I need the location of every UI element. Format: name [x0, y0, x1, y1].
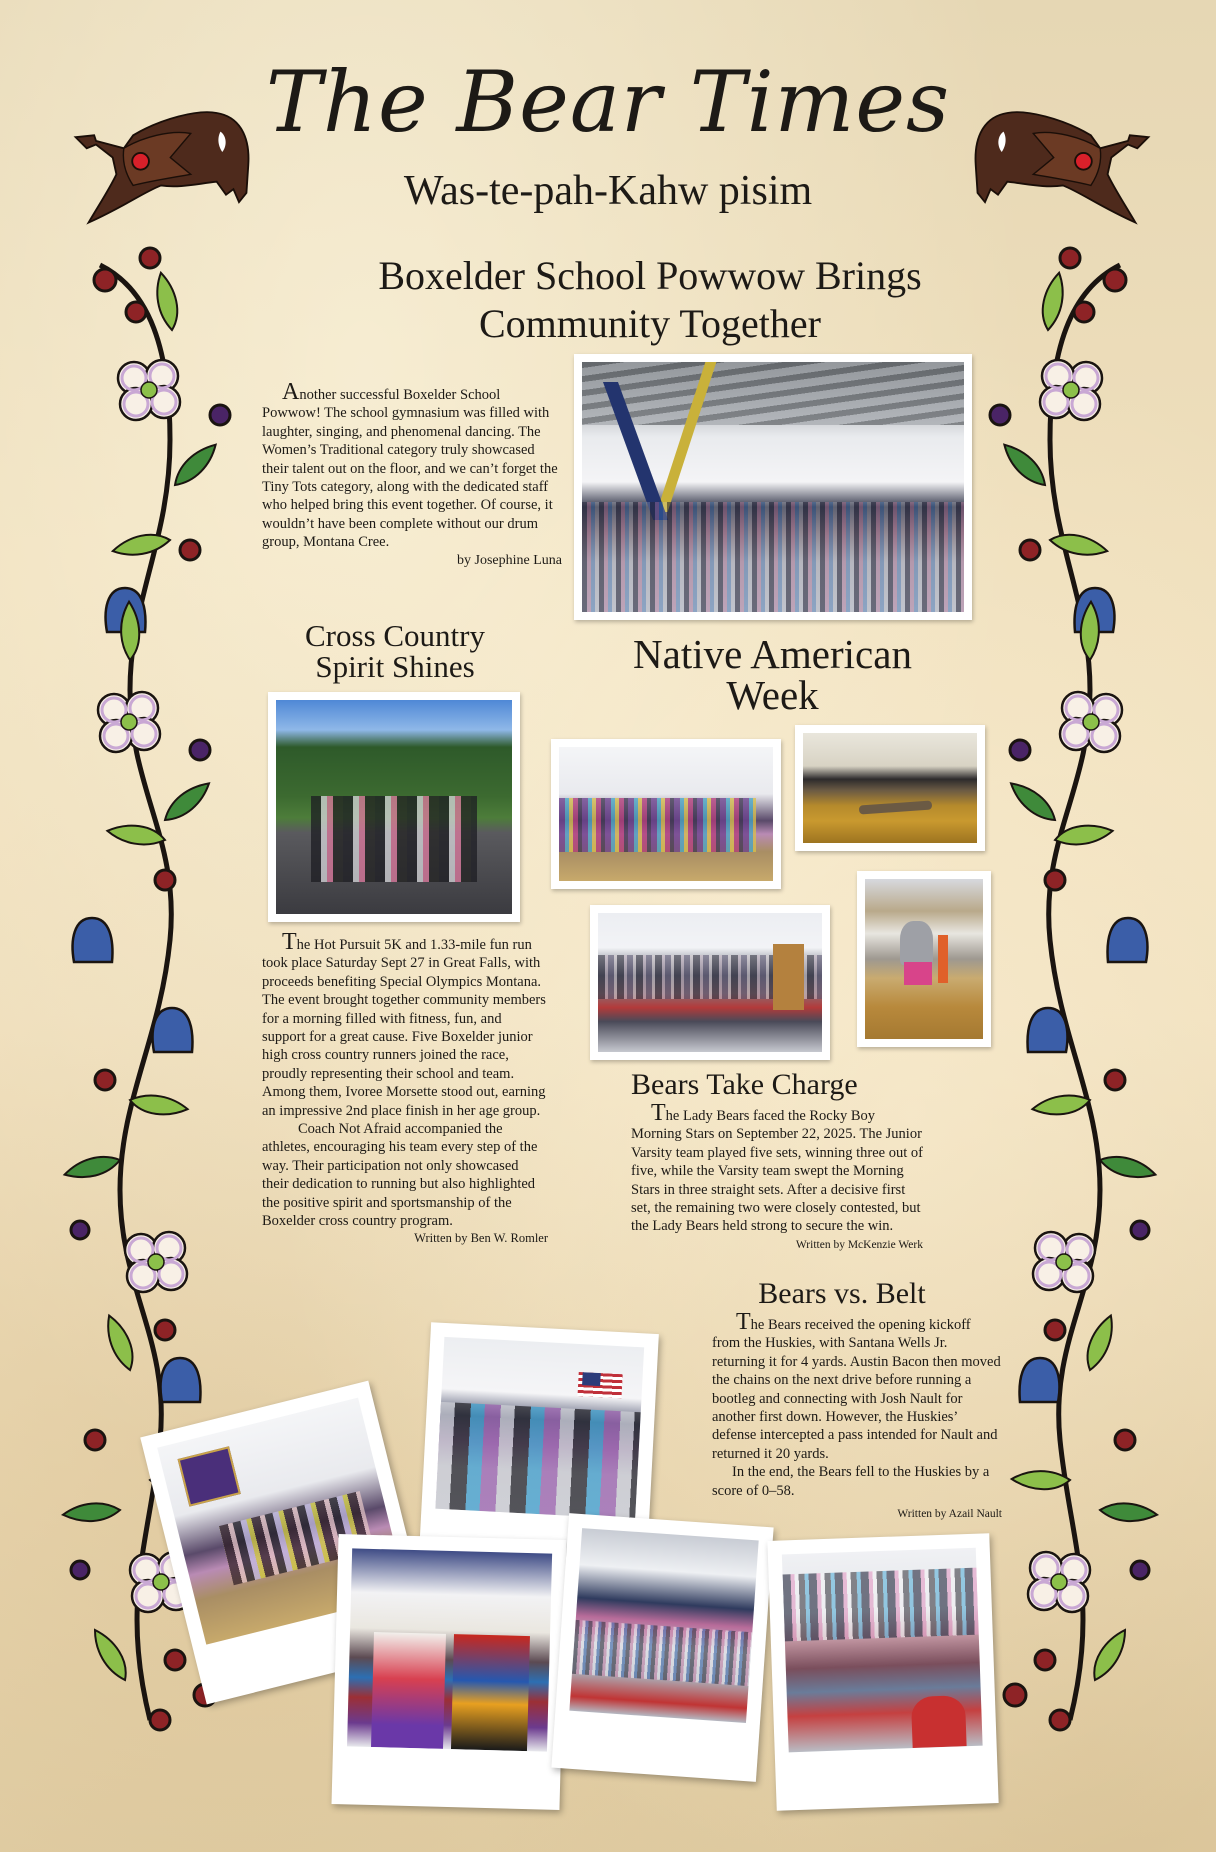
naw-headline-line1: Native American [633, 631, 912, 677]
powwow-headline-line2: Community Together [479, 301, 821, 346]
naw-headline-line2: Week [726, 672, 819, 718]
powwow-body-text: nother successful Boxelder School Powwow! The school gymnasium was filled with laughter, singing, and phenomenal dancing. The Women’s Traditional category truly showcased their talent out on the floor, and we can’t forget the Tiny Tots category, along with the dedicated staff who helped bring this event together. Of course, it wouldn’t have been complete without our drum group, Montana Cree. [262, 387, 558, 551]
photo-image [865, 879, 983, 1039]
round-dance-circle-photo [767, 1533, 998, 1811]
photo-image [598, 913, 822, 1052]
cross-country-article-body [262, 930, 548, 1247]
photo-image [435, 1337, 644, 1519]
bears-vs-belt-dropcap: T [736, 1309, 751, 1335]
cross-country-dropcap: T [282, 929, 297, 955]
runner-girl-photo [857, 871, 991, 1047]
round-dance-gym-photo [551, 1513, 773, 1782]
photo-image [803, 733, 977, 843]
cross-country-headline-line2: Spirit Shines [315, 649, 475, 684]
powwow-byline: by Josephine Luna [457, 552, 562, 568]
cross-country-para2: Coach Not Afraid accompanied the athletes, encouraging his team every step of the way. Their participation not only showcased their dedication to running but also highlighted the positive spirit and sportsmanship of the Boxelder cross country program. [262, 1121, 538, 1230]
stick-game-photo [795, 725, 985, 851]
runners-group-photo [268, 692, 520, 922]
photo-image [569, 1528, 758, 1723]
cross-country-headline [280, 620, 510, 682]
bears-take-charge-body: he Lady Bears faced the Rocky Boy Morning Stars on September 22, 2025. The Junior Varsity team played five sets, winning three out of five, while the Varsity team swept the Morning Stars in three straight sets. After a decisive first set, the remaining two were closely contested, but the Lady Bears held strong to secure the win. [631, 1108, 923, 1235]
bears-vs-belt-byline: Written by Azail Nault [897, 1508, 1002, 1521]
photo-image [347, 1548, 552, 1751]
powwow-headline [300, 252, 1000, 348]
bears-vs-belt-para1: he Bears received the opening kickoff from the Huskies, with Santana Wells Jr. returning it for 4 yards. Austin Bacon then moved the chains on the next drive before running a bootleg and connecting with Josh Nault for another first down. However, the Huskies’ defense intercepted a pass intended for Nault and returned it 20 yards. [712, 1317, 1001, 1462]
cross-country-para1: he Hot Pursuit 5K and 1.33-mile fun run took place Saturday Sept 27 in Great Falls, with proceeds benefiting Special Olympics Montana. The event brought together community members for a morning filled with fitness, fun, and support for a great cause. Five Boxelder junior high cross country runners joined the race, proudly representing their school and team. Among them, Ivoree Morsette stood out, earning an impressive 2nd place finish in her age group. [262, 937, 546, 1119]
photo-image [276, 700, 512, 914]
bears-take-charge-dropcap: T [651, 1100, 666, 1126]
gymnasium-powwow-crowd-photo [574, 354, 972, 620]
bears-take-charge-byline: Written by McKenzie Werk [795, 1238, 923, 1251]
cross-country-byline: Written by Ben W. Romler [414, 1230, 548, 1245]
masthead-title: The Bear Times [265, 53, 951, 151]
native-american-week-headline [600, 631, 945, 718]
drum-group-photo [590, 905, 830, 1060]
bears-take-charge-headline: Bears Take Charge [631, 1068, 858, 1101]
photo-image [559, 747, 773, 881]
photo-image [582, 362, 964, 612]
masthead-subtitle: Was-te-pah-Kahw pisim [403, 168, 813, 214]
dancers-line-photo [551, 739, 781, 889]
powwow-dropcap: A [282, 379, 300, 405]
powwow-article-body [262, 380, 562, 570]
two-women-regalia-photo [332, 1534, 567, 1810]
bears-vs-belt-headline: Bears vs. Belt [758, 1277, 926, 1310]
powwow-headline-line1: Boxelder School Powwow Brings [378, 253, 922, 298]
bears-take-charge-article [631, 1068, 923, 1254]
bears-vs-belt-para2: In the end, the Bears fell to the Huskies by a score of 0–58. [712, 1464, 990, 1499]
bears-vs-belt-article [712, 1277, 1002, 1523]
cross-country-headline-line1: Cross Country [305, 618, 485, 653]
photo-image [782, 1548, 983, 1753]
